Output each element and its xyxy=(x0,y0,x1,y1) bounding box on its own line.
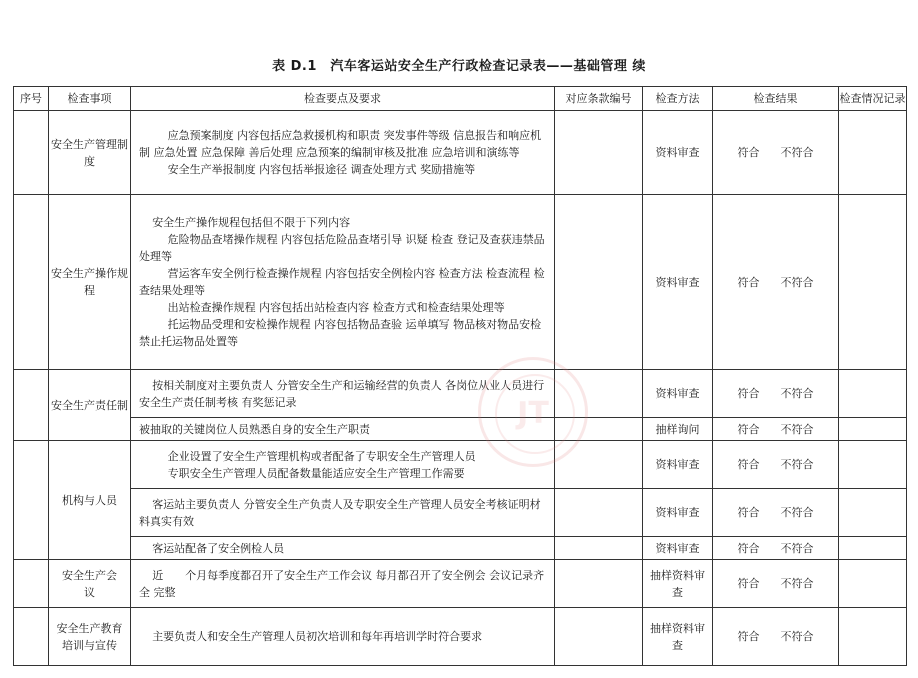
result-cell xyxy=(713,560,839,608)
requirement-line: 按相关制度对主要负责人 分管安全生产和运输经营的负责人 各岗位从业人员进行安全生产责任制考核 有奖惩记录 xyxy=(139,378,545,409)
record-cell[interactable] xyxy=(839,608,907,666)
method-cell: 资料审查 xyxy=(643,195,713,370)
serial-cell xyxy=(14,441,49,560)
result-nonconform[interactable]: 不符合 xyxy=(780,506,814,519)
table-row xyxy=(14,441,907,489)
requirement-line: 主要负责人和安全生产管理人员初次培训和每年再培训学时符合要求 xyxy=(152,630,483,643)
record-cell[interactable] xyxy=(839,537,907,560)
result-cell xyxy=(713,111,839,195)
record-cell[interactable] xyxy=(839,418,907,441)
requirements-cell xyxy=(131,418,555,441)
method-cell: 资料审查 xyxy=(643,441,713,489)
item-cell: 安全生产管理制度 xyxy=(49,111,131,195)
table-row xyxy=(14,489,907,537)
requirement-line: 营运客车安全例行检查操作规程 内容包括安全例检内容 检查方法 检查流程 检查结果处理等 xyxy=(139,267,545,297)
table-row xyxy=(14,111,907,195)
requirements-cell xyxy=(131,537,555,560)
result-cell xyxy=(713,195,839,370)
requirement-line: 安全生产操作规程包括但不限于下列内容 xyxy=(152,216,351,229)
clause-cell xyxy=(555,370,643,418)
method-cell: 抽样资料审查 xyxy=(643,560,713,608)
result-nonconform[interactable]: 不符合 xyxy=(780,422,814,436)
result-nonconform[interactable]: 不符合 xyxy=(780,387,814,400)
watermark-text: JT xyxy=(517,396,549,431)
method-cell: 资料审查 xyxy=(643,370,713,418)
table-row xyxy=(14,195,907,370)
record-cell[interactable] xyxy=(839,441,907,489)
header-serial: 序号 xyxy=(14,87,49,111)
table-title: 表 D.1 汽车客运站安全生产行政检查记录表——基础管理 续 xyxy=(272,59,646,74)
table-row xyxy=(14,608,907,666)
result-cell xyxy=(713,370,839,418)
serial-cell xyxy=(14,608,49,666)
requirement-line: 企业设置了安全生产管理机构或者配备了专职安全生产管理人员 xyxy=(167,449,476,463)
method-cell: 抽样询问 xyxy=(643,418,713,441)
requirement-line: 应急预案制度 内容包括应急救援机构和职责 突发事件等级 信息报告和响应机制 应急处置 应急保障 善后处理 应急预案的编制审核及批准 应急培训和演练等 xyxy=(139,129,542,159)
header-clause: 对应条款编号 xyxy=(555,87,643,111)
result-nonconform[interactable]: 不符合 xyxy=(780,577,814,590)
header-result: 检查结果 xyxy=(713,87,839,111)
requirement-line: 出站检查操作规程 内容包括出站检查内容 检查方式和检查结果处理等 xyxy=(167,301,505,314)
result-conform[interactable]: 符合 xyxy=(737,630,760,643)
table-row xyxy=(14,418,907,441)
clause-cell xyxy=(555,441,643,489)
item-cell: 安全生产教育培训与宣传 xyxy=(49,608,131,666)
result-cell xyxy=(713,489,839,537)
clause-cell xyxy=(555,560,643,608)
clause-cell xyxy=(555,418,643,441)
item-cell: 安全生产会议 xyxy=(49,560,131,608)
record-cell[interactable] xyxy=(839,195,907,370)
table-row xyxy=(14,370,907,418)
method-cell: 资料审查 xyxy=(643,489,713,537)
inspection-record-table xyxy=(13,86,907,666)
requirements-cell xyxy=(131,608,555,666)
requirement-line: 危险物品查堵操作规程 内容包括危险品查堵引导 识疑 检查 登记及查获违禁品处理等 xyxy=(139,233,545,263)
result-cell xyxy=(713,418,839,441)
result-nonconform[interactable]: 不符合 xyxy=(780,146,814,159)
requirement-line: 被抽取的关键岗位人员熟悉自身的安全生产职责 xyxy=(139,422,370,436)
requirement-line: 安全生产举报制度 内容包括举报途径 调查处理方式 奖励措施等 xyxy=(167,163,476,176)
result-conform[interactable]: 符合 xyxy=(737,506,760,519)
table-row xyxy=(14,560,907,608)
method-cell: 抽样资料审查 xyxy=(643,608,713,666)
requirements-cell xyxy=(131,111,555,195)
item-cell: 安全生产操作规程 xyxy=(49,195,131,370)
result-conform[interactable]: 符合 xyxy=(737,577,760,590)
header-method: 检查方法 xyxy=(643,87,713,111)
requirements-cell xyxy=(131,195,555,370)
result-cell xyxy=(713,441,839,489)
result-conform[interactable]: 符合 xyxy=(737,458,760,471)
result-nonconform[interactable]: 不符合 xyxy=(780,541,814,555)
result-nonconform[interactable]: 不符合 xyxy=(780,630,814,643)
result-cell xyxy=(713,537,839,560)
item-cell: 安全生产责任制 xyxy=(49,370,131,441)
method-cell: 资料审查 xyxy=(643,111,713,195)
record-cell[interactable] xyxy=(839,370,907,418)
clause-cell xyxy=(555,537,643,560)
item-cell: 机构与人员 xyxy=(49,441,131,560)
result-conform[interactable]: 符合 xyxy=(737,146,760,159)
result-conform[interactable]: 符合 xyxy=(737,275,760,289)
requirements-cell xyxy=(131,370,555,418)
method-cell: 资料审查 xyxy=(643,537,713,560)
result-cell xyxy=(713,608,839,666)
serial-cell xyxy=(14,195,49,370)
requirement-line: 客运站配备了安全例检人员 xyxy=(152,541,285,555)
result-nonconform[interactable]: 不符合 xyxy=(780,458,814,471)
header-record: 检查情况记录 xyxy=(839,87,907,111)
header-requirements: 检查要点及要求 xyxy=(131,87,555,111)
clause-cell xyxy=(555,195,643,370)
requirement-line: 托运物品受理和安检操作规程 内容包括物品查验 运单填写 物品核对物品安检 禁止托运物品处置等 xyxy=(139,318,542,348)
requirement-line: 近 个月每季度都召开了安全生产工作会议 每月都召开了安全例会 会议记录齐全 完整 xyxy=(139,568,545,599)
record-cell[interactable] xyxy=(839,489,907,537)
clause-cell xyxy=(555,608,643,666)
record-cell[interactable] xyxy=(839,111,907,195)
requirement-line: 客运站主要负责人 分管安全生产负责人及专职安全生产管理人员安全考核证明材料真实有效 xyxy=(139,497,541,528)
result-conform[interactable]: 符合 xyxy=(737,422,760,436)
header-row xyxy=(14,87,907,111)
serial-cell xyxy=(14,370,49,441)
serial-cell xyxy=(14,560,49,608)
result-conform[interactable]: 符合 xyxy=(737,387,760,400)
requirements-cell xyxy=(131,441,555,489)
serial-cell xyxy=(14,111,49,195)
table-row xyxy=(14,537,907,560)
requirement-line: 专职安全生产管理人员配备数量能适应安全生产管理工作需要 xyxy=(167,466,465,480)
clause-cell xyxy=(555,489,643,537)
record-cell[interactable] xyxy=(839,560,907,608)
requirements-cell xyxy=(131,489,555,537)
requirements-cell xyxy=(131,560,555,608)
result-conform[interactable]: 符合 xyxy=(737,541,760,555)
header-item: 检查事项 xyxy=(49,87,131,111)
result-nonconform[interactable]: 不符合 xyxy=(780,275,814,289)
clause-cell xyxy=(555,111,643,195)
